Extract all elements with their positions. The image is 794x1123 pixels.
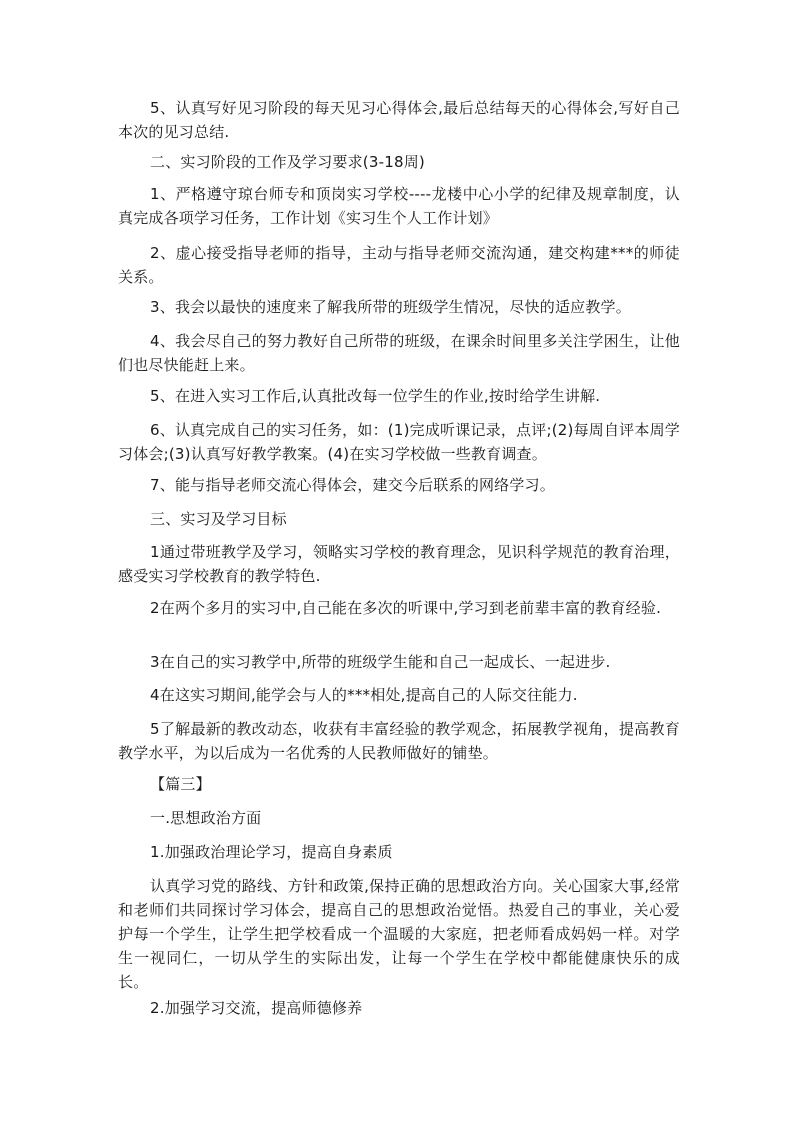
paragraph: 4、我会尽自己的努力教好自己所带的班级，在课余时间里多关注学困生，让他们也尽快能赶上来。 [118,332,680,374]
paragraph: 5了解最新的教改动态，收获有丰富经验的教学观念，拓展教学视角，提高教育教学水平，为以后成为一名优秀的人民教师做好的铺垫。 [118,720,680,762]
paragraph: 3在自己的实习教学中,所带的班级学生能和自己一起成长、一起进步. [150,653,611,671]
section-heading: 一.思想政治方面 [150,809,262,827]
subsection-heading: 2.加强学习交流，提高师德修养 [150,999,363,1017]
paragraph: 4在这实习期间,能学会与人的***相处,提高自己的人际交往能力. [150,686,578,704]
paragraph: 7、能与指导老师交流心得体会，建交今后联系的网络学习。 [150,476,555,494]
paragraph: 5、在进入实习工作后,认真批改每一位学生的作业,按时给学生讲解. [150,387,601,405]
paragraph: 2在两个多月的实习中,自己能在多次的听课中,学习到老前辈丰富的教育经验. [150,599,662,617]
section-heading: 二、实习阶段的工作及学习要求(3-18周) [150,153,425,171]
paragraph: 6、认真完成自己的实习任务，如：(1)完成听课记录，点评;(2)每周自评本周学习体会;(3)认真写好教学教案。(4)在实习学校做一些教育调查。 [118,421,680,463]
paragraph: 3、我会以最快的速度来了解我所带的班级学生情况，尽快的适应教学。 [150,298,631,316]
part-heading: 【篇三】 [150,775,211,793]
paragraph: 1、严格遵守琼台师专和顶岗实习学校----龙楼中心小学的纪律及规章制度，认真完成各项学习任务，工作计划《实习生个人工作计划》 [118,185,680,227]
paragraph: 认真学习党的路线、方针和政策,保持正确的思想政治方向。关心国家大事,经常和老师们共同探讨学习体会，提高自己的思想政治觉悟。热爱自己的事业，关心爱护每一个学生，让学生把学校看成一个温暖的大家庭，把老师看成妈妈一样。对学生一视同仁，一切从学生的实际出发，让每一个学生在学校中都能健康快乐的成长。 [118,877,680,991]
paragraph: 5、认真写好见习阶段的每天见习心得体会,最后总结每天的心得体会,写好自己本次的见习总结. [118,99,680,141]
paragraph: 2、虚心接受指导老师的指导，主动与指导老师交流沟通，建交构建***的师徒关系。 [118,244,680,286]
subsection-heading: 1.加强政治理论学习，提高自身素质 [150,843,393,861]
section-heading: 三、实习及学习目标 [150,510,287,528]
paragraph: 1通过带班教学及学习，领略实习学校的教育理念，见识科学规范的教育治理，感受实习学校教育的教学特色. [118,543,680,585]
